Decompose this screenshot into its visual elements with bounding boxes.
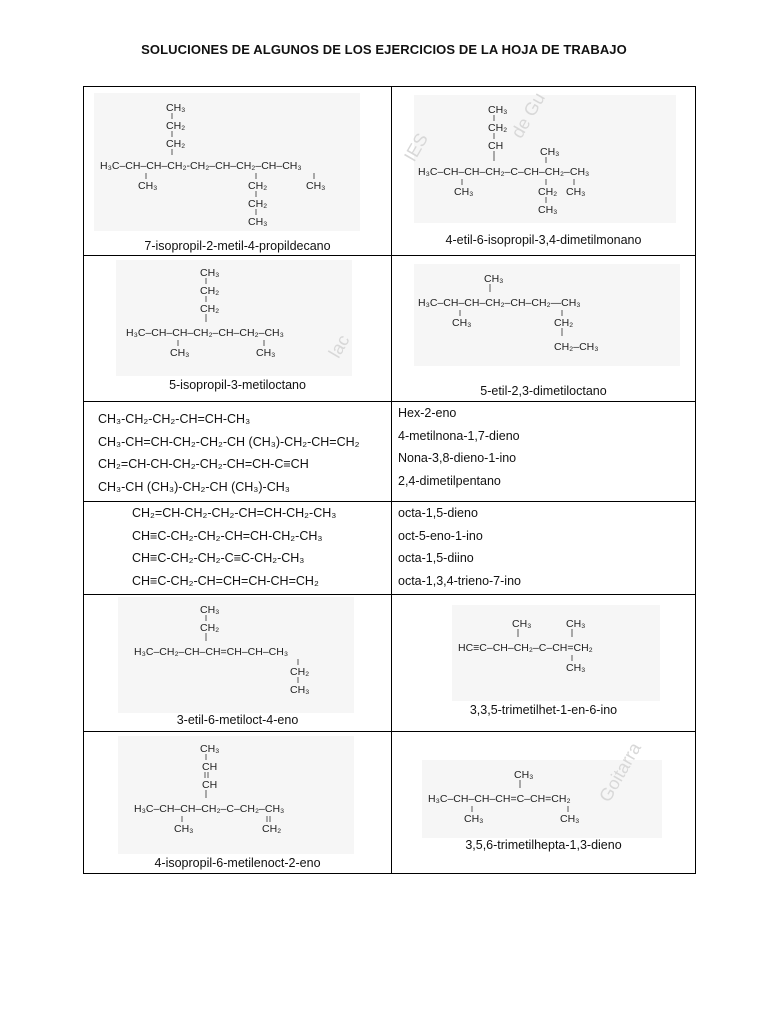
cell-r4-left xyxy=(84,502,392,595)
structure-image xyxy=(118,597,354,713)
chem-label: CH₂ xyxy=(200,285,220,297)
chem-main-chain: H₃C–CH–CH–CH₂-CH₂–CH–CH₂–CH–CH₃ xyxy=(100,160,302,172)
watermark-text: IES xyxy=(400,129,432,165)
compound-name: octa-1,5-dieno xyxy=(398,506,478,520)
cell-r3-right xyxy=(392,402,696,502)
chem-label: CH₃ xyxy=(454,186,474,198)
chem-label: CH₂ xyxy=(200,303,220,315)
chem-label: CH₂ xyxy=(248,198,268,210)
chem-main-chain: H₃C–CH–CH–CH₂–CH–CH₂–CH₃ xyxy=(126,327,284,339)
cell-r2-left xyxy=(84,256,392,402)
chem-label: CH₃ xyxy=(170,347,190,359)
compound-name: 3,5,6-trimetilhepta-1,3-dieno xyxy=(465,838,622,852)
chem-main-chain: H₃C–CH–CH–CH₂–C–CH₂–CH₃ xyxy=(134,803,285,815)
chem-label: CH₃ xyxy=(174,823,194,835)
chem-main-chain: H₃C–CH–CH–CH₂–CH–CH₂—CH₃ xyxy=(418,297,581,309)
compound-name: Nona-3,8-dieno-1-ino xyxy=(398,451,517,465)
cell-r2-right xyxy=(392,256,696,402)
table-row xyxy=(84,502,696,595)
cell-r1-left xyxy=(84,87,392,256)
compound-name: 5-isopropil-3-metiloctano xyxy=(169,378,306,392)
formula-line: CH≡C-CH₂-CH=CH=CH-CH=CH₂ xyxy=(132,573,319,588)
cell-r3-left xyxy=(84,402,392,502)
chem-label: CH₂ xyxy=(200,622,220,634)
chem-label: CH₃ xyxy=(560,813,580,825)
chem-label: CH₃ xyxy=(138,180,158,192)
chem-label: CH₂–CH₃ xyxy=(554,341,599,353)
chem-label: CH₃ xyxy=(488,104,508,116)
chem-label: CH₂ xyxy=(166,138,186,150)
compound-name: 4-isopropil-6-metilenoct-2-eno xyxy=(154,856,321,870)
chem-label: CH₂ xyxy=(166,120,186,132)
chem-label: CH₃ xyxy=(566,662,586,674)
cell-r6-left xyxy=(84,732,392,874)
chem-label: CH₃ xyxy=(514,769,534,781)
chem-label: CH₃ xyxy=(248,216,268,228)
formula-line: CH≡C-CH₂-CH₂-C≡C-CH₂-CH₃ xyxy=(132,551,305,565)
chem-label: CH₃ xyxy=(512,618,532,630)
chem-label: CH₂ xyxy=(262,823,282,835)
cell-r5-right xyxy=(392,595,696,732)
chem-label: CH₃ xyxy=(566,618,586,630)
watermark-text: Goitarra xyxy=(595,739,646,806)
formula-line: CH₃-CH (CH₃)-CH₂-CH (CH₃)-CH₃ xyxy=(98,479,290,494)
table-row xyxy=(84,732,696,874)
chem-label: CH₃ xyxy=(256,347,276,359)
chem-label: CH xyxy=(202,779,218,791)
cell-r5-left xyxy=(84,595,392,732)
chem-label: CH₂ xyxy=(488,122,508,134)
chem-label: CH₃ xyxy=(166,102,186,114)
chem-label: CH₂ xyxy=(290,666,310,678)
chem-label: CH₃ xyxy=(306,180,326,192)
compound-name: 4-metilnona-1,7-dieno xyxy=(398,428,520,443)
solutions-table xyxy=(83,86,696,874)
formula-line: CH₂=CH-CH-CH₂-CH₂-CH=CH-C≡CH xyxy=(98,457,309,471)
table-row xyxy=(84,256,696,402)
watermark-text: lac xyxy=(324,331,354,362)
structure-image xyxy=(94,93,360,231)
chem-label: CH₃ xyxy=(464,813,484,825)
cell-r4-right xyxy=(392,502,696,595)
formula-line: CH₃-CH=CH-CH₂-CH₂-CH (CH₃)-CH₂-CH=CH₂ xyxy=(98,434,360,449)
watermark-text: de Gu xyxy=(507,89,550,142)
compound-name: oct-5-eno-1-ino xyxy=(398,528,483,543)
formula-line: CH≡C-CH₂-CH₂-CH=CH-CH₂-CH₃ xyxy=(132,528,323,543)
chem-label: CH₂ xyxy=(554,317,574,329)
compound-name: octa-1,5-diino xyxy=(398,551,474,565)
chem-label: CH₃ xyxy=(538,204,558,216)
cell-r6-right xyxy=(392,732,696,874)
compound-name: 4-etil-6-isopropil-3,4-dimetilmonano xyxy=(445,233,642,247)
chem-label: CH₃ xyxy=(566,186,586,198)
compound-name: 5-etil-2,3-dimetiloctano xyxy=(480,384,607,398)
structure-image xyxy=(118,736,354,854)
chem-label: CH₂ xyxy=(538,186,558,198)
chem-label: CH₃ xyxy=(200,743,220,755)
table-row xyxy=(84,87,696,256)
chem-main-chain: H₃C–CH–CH–CH₂–C–CH–CH₂–CH₃ xyxy=(418,166,590,178)
chem-main-chain: H₃C–CH–CH–CH=C–CH=CH₂ xyxy=(428,793,571,805)
chem-label: CH₃ xyxy=(290,684,310,696)
table-row xyxy=(84,402,696,502)
cell-r1-right xyxy=(392,87,696,256)
formula-line: CH₃-CH₂-CH₂-CH=CH-CH₃ xyxy=(98,412,251,426)
page-title: SOLUCIONES DE ALGUNOS DE LOS EJERCICIOS DE LA HOJA DE TRABAJO xyxy=(141,42,627,57)
table-row xyxy=(84,595,696,732)
chem-label: CH xyxy=(488,140,504,152)
structure-image xyxy=(116,260,352,376)
chem-label: CH₃ xyxy=(200,604,220,616)
chem-main-chain: H₃C–CH₂–CH–CH=CH–CH–CH₃ xyxy=(134,646,289,658)
chem-label: CH xyxy=(202,761,218,773)
formula-line: CH₂=CH-CH₂-CH₂-CH=CH-CH₂-CH₃ xyxy=(132,506,337,520)
chem-label: CH₃ xyxy=(540,146,560,158)
chem-label: CH₃ xyxy=(452,317,472,329)
structure-image xyxy=(414,95,676,223)
compound-name: octa-1,3,4-trieno-7-ino xyxy=(398,573,521,588)
compound-name: 2,4-dimetilpentano xyxy=(398,473,501,488)
structure-image xyxy=(414,264,680,366)
compound-name: 3-etil-6-metiloct-4-eno xyxy=(176,713,299,727)
compound-name: 3,3,5-trimetilhet-1-en-6-ino xyxy=(469,703,618,717)
compound-name: Hex-2-eno xyxy=(398,406,457,420)
compound-name: 7-isopropil-2-metil-4-propildecano xyxy=(144,239,331,253)
structure-image xyxy=(452,605,660,701)
chem-label: CH₂ xyxy=(248,180,268,192)
chem-main-chain: HC≡C–CH–CH₂–C–CH=CH₂ xyxy=(458,642,593,654)
chem-label: CH₃ xyxy=(484,273,504,285)
chem-label: CH₃ xyxy=(200,267,220,279)
